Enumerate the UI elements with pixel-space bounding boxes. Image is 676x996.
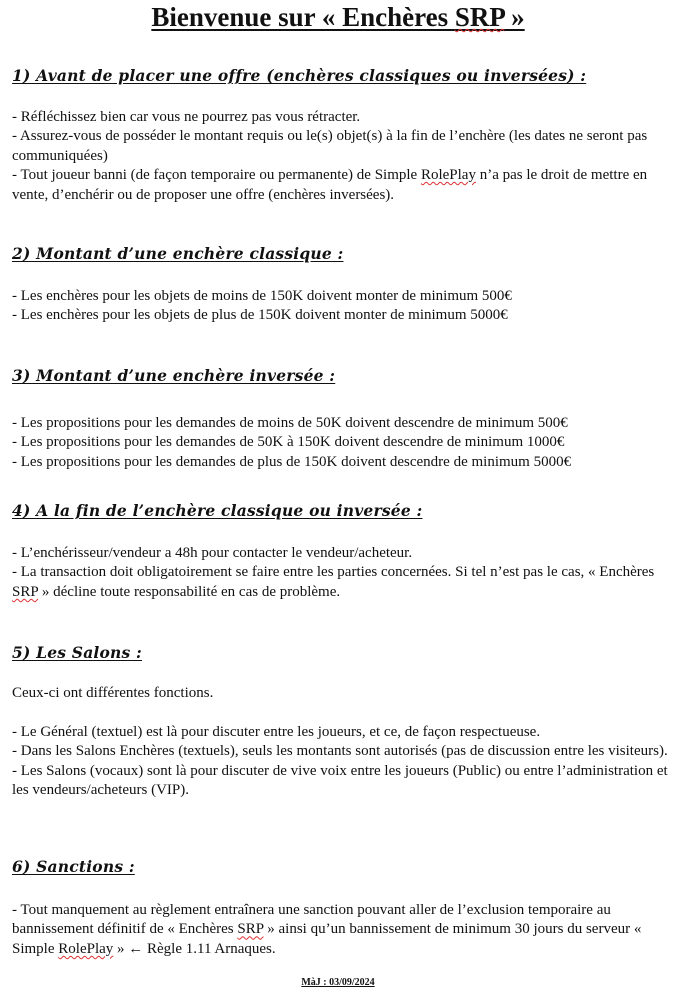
title-brand: SRP: [454, 2, 505, 32]
section-4-body: [12, 544, 672, 602]
section-3-line-1: - Les propositions pour les demandes de moins de 50K doivent descendre de minimum 500€: [12, 415, 568, 431]
update-date: MàJ : 03/09/2024: [301, 977, 375, 988]
section-5-line-2: - Dans les Salons Enchères (textuels), seuls les montants sont autorisés (pas de discussion entre les visiteurs).: [12, 743, 668, 760]
section-2-heading: 2) Montant d’une enchère classique :: [12, 244, 344, 263]
title-prefix: Bienvenue sur « Enchères: [151, 2, 455, 32]
title-suffix: »: [504, 2, 525, 32]
section-3-line-3: - Les propositions pour les demandes de plus de 150K doivent descendre de minimum 5000€: [12, 453, 572, 470]
section-4-heading: 4) A la fin de l’enchère classique ou inversée :: [12, 501, 423, 520]
section-4-line-2: - La transaction doit obligatoirement se faire entre les parties concernées. Si tel n’est pas le cas, « Enchères SRP » décline toute responsabilité en cas de problème.: [12, 564, 655, 600]
section-5-line-3: - Les Salons (vocaux) sont là pour discuter de vive voix entre les joueurs (Public) ou entre l’administration et les vendeurs/acheteurs (VIP).: [12, 762, 668, 799]
section-2-line-2: - Les enchères pour les objets de plus de 150K doivent monter de minimum 5000€: [12, 307, 508, 324]
section-1-line-1: - Réfléchissez bien car vous ne pourrez pas vous rétracter.: [12, 109, 361, 125]
section-3-line-2: - Les propositions pour les demandes de 50K à 150K doivent descendre de minimum 1000€: [12, 434, 565, 451]
blank-line: [12, 703, 672, 722]
section-3-heading: 3) Montant d’une enchère inversée :: [12, 366, 336, 385]
section-1-body: [12, 108, 672, 205]
brand-roleplay: RolePlay: [58, 940, 114, 957]
section-5-intro: Ceux-ci ont différentes fonctions.: [12, 685, 214, 701]
section-3-body: [12, 414, 672, 472]
section-4-line-1: - L’enchérisseur/vendeur a 48h pour contacter le vendeur/acheteur.: [12, 545, 413, 561]
section-1-heading: 1) Avant de placer une offre (enchères classiques ou inversées) :: [12, 66, 587, 85]
section-5-heading: 5) Les Salons :: [12, 643, 142, 662]
section-2-body: [12, 287, 672, 326]
brand-roleplay: RolePlay: [420, 167, 476, 184]
brand-srp: SRP: [237, 921, 264, 938]
section-1-line-3: - Tout joueur banni (de façon temporaire ou permanente) de Simple RolePlay n’a pas le droit de mettre en vente, d’enchérir ou de proposer une offre (enchères inversées).: [12, 167, 648, 203]
section-6-body: [12, 901, 672, 959]
section-2-line-1: - Les enchères pour les objets de moins de 150K doivent monter de minimum 500€: [12, 288, 512, 304]
section-5-body: [12, 684, 672, 800]
page-title: [0, 1, 676, 33]
brand-srp: SRP: [12, 583, 39, 600]
section-5-line-1: - Le Général (textuel) est là pour discuter entre les joueurs, et ce, de façon respectueuse.: [12, 723, 541, 740]
section-1-line-2: - Assurez-vous de posséder le montant requis ou le(s) objet(s) à la fin de l’enchère (les dates ne seront pas communiquées): [12, 128, 648, 164]
section-6-line-1: - Tout manquement au règlement entraînera une sanction pouvant aller de l’exclusion temporaire au bannissement définitif de « Enchères SRP » ainsi qu’un bannissement de minimum 30 jours du serveur « Simple RolePlay » ← Règle 1.11 Arnaques.: [12, 902, 642, 957]
section-6-heading: 6) Sanctions :: [12, 857, 135, 876]
